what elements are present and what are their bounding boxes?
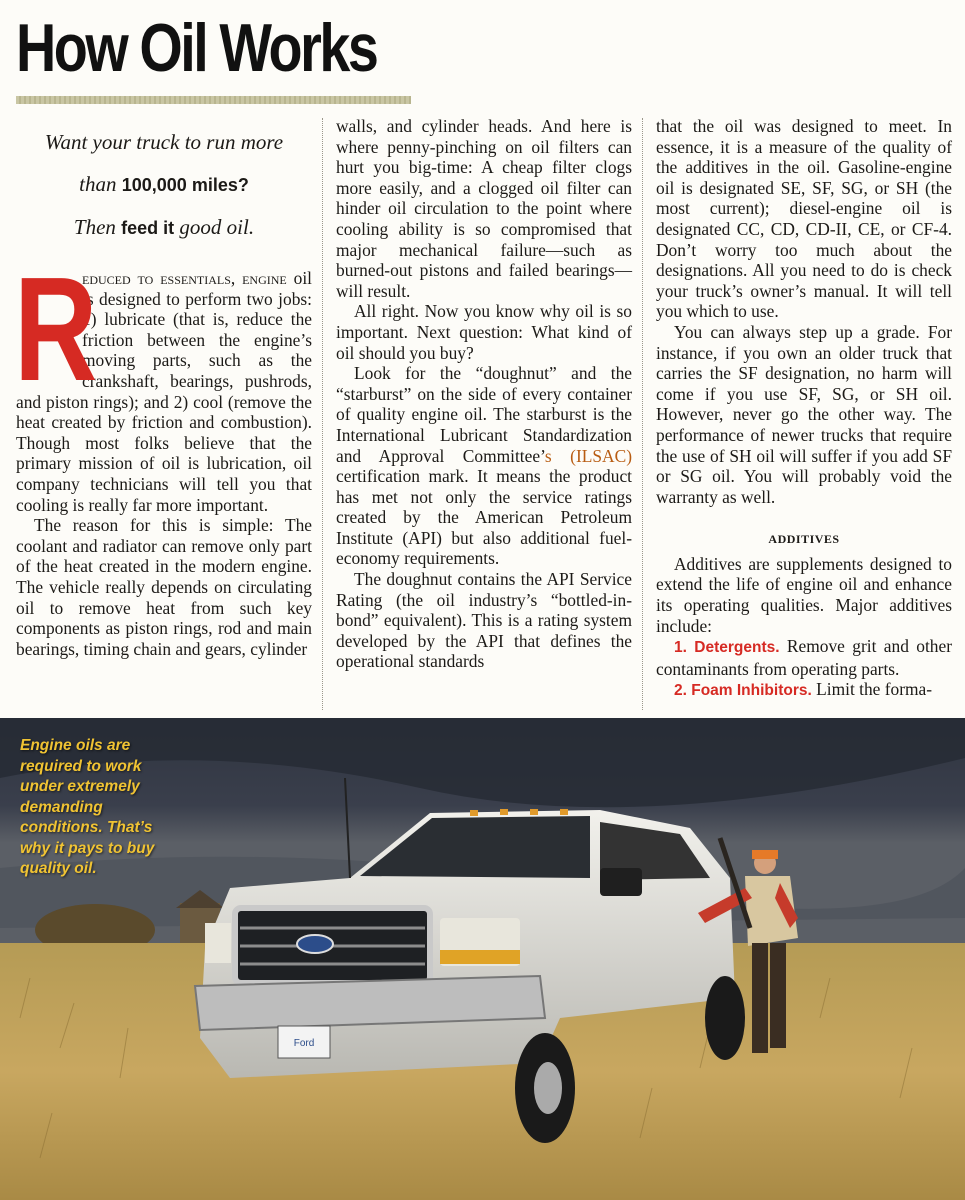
deck-text: Then — [73, 215, 116, 239]
list-item-text: Remove grit and other contaminants from operating parts. — [656, 636, 952, 679]
column-1 — [16, 116, 312, 659]
column-3 — [656, 116, 952, 702]
paragraph-text: certification mark. It means the product has met not only the service ratings created by the American Petroleum Institute (API) but also additional fuel-economy requirements. — [336, 466, 632, 569]
lead-in-smallcaps: educed to essentials, engine — [82, 268, 287, 288]
article-deck — [16, 128, 312, 242]
body-paragraph: The doughnut contains the API Service Rating (the oil industry’s “bottled-in-bond” equivalent). This is a rating system developed by the API that defines the operational standards — [336, 569, 632, 672]
license-plate-text: Ford — [293, 1038, 315, 1049]
section-subhead: ADDITIVES — [768, 532, 840, 547]
column-divider — [322, 118, 323, 710]
list-item — [656, 679, 952, 702]
body-paragraph — [14, 247, 312, 515]
deck-text: than — [79, 172, 117, 196]
deck-line-2 — [16, 170, 312, 199]
deck-emphasis: feed it — [121, 218, 175, 238]
list-item-text: Limit the forma- — [811, 679, 933, 700]
body-paragraph: The reason for this is simple: The coolant and radiator can remove only part of the heat created in the modern engine. The vehicle really depends on circulating oil to remove heat from such key components as piston rings, rod and main bearings, timing chain and gears, cylinder — [16, 515, 312, 659]
deck-text: good oil. — [179, 215, 255, 239]
list-item-label: 1. Detergents. — [674, 639, 780, 657]
column-divider — [642, 118, 643, 710]
photo-caption: Engine oils are required to work under extremely demanding conditions. That’s why it pays to buy quality oil. — [20, 737, 155, 877]
deck-line-1: Want your truck to run more — [44, 130, 284, 154]
drop-cap: R — [14, 247, 98, 412]
body-paragraph: You can always step up a grade. For instance, if you own an older truck that carries the SF designation, no harm will come if you use SF, SG, or SH oil. However, never go the other way. The performance of newer trucks that require the use of SH oil will suffer if you add SF or SG oil. You will probably void the warranty as well. — [656, 321, 952, 507]
list-item — [656, 636, 952, 679]
body-paragraph — [336, 363, 632, 569]
body-paragraph: walls, and cylinder heads. And here is where penny-pinching on oil filters can hurt you big-time: A cheap filter clogs more easily, and a clogged oil filter can hinder oil circulation to the point where cooling ability is so compromised that major mechanical failure—such as burned-out pistons and failed bearings—will result. — [336, 116, 632, 301]
title-underline — [16, 96, 411, 104]
column-2 — [336, 116, 632, 672]
body-paragraph: that the oil was designed to meet. In essence, it is a measure of the quality of the additives in the oil. Gasoline-engine oil is designated SE, SF, SG, or SH (the most current); diesel-engine oil is designated CC, CD, CD-II, CE, or CF-4. Don’t worry too much about the designations. All you need to do is check your truck’s owner’s manual. It will tell you which to use. — [656, 116, 952, 322]
paragraph-text: Look for the “doughnut” and the “starburst” on the side of every container of quality engine oil. The starburst is the International Lubricant Standardization and Approval Committee’ — [336, 363, 632, 466]
paragraph-text: oil is designed to perform two jobs: 1) lubricate (that is, reduce the friction between the engine’s moving parts, such as the crankshaft, bearings, pushrods, and piston rings); and 2) cool (remove the heat created by friction and combustion). Though most folks believe that the primary mission of oil is lubrication, oil company technicians will tell you that cooling is really far more important. — [16, 268, 312, 515]
deck-line-3 — [16, 213, 312, 242]
body-paragraph: All right. Now you know why oil is so important. Next question: What kind of oil should you buy? — [336, 301, 632, 363]
list-item-label: 2. Foam Inhibitors. — [674, 682, 812, 700]
deck-emphasis: 100,000 miles? — [121, 175, 249, 195]
highlighted-text: s (ILSAC) — [544, 445, 632, 466]
article-title: How Oil Works — [16, 10, 377, 86]
body-paragraph: Additives are supplements designed to extend the life of engine oil and enhance its operating qualities. Major additives include: — [656, 553, 952, 636]
